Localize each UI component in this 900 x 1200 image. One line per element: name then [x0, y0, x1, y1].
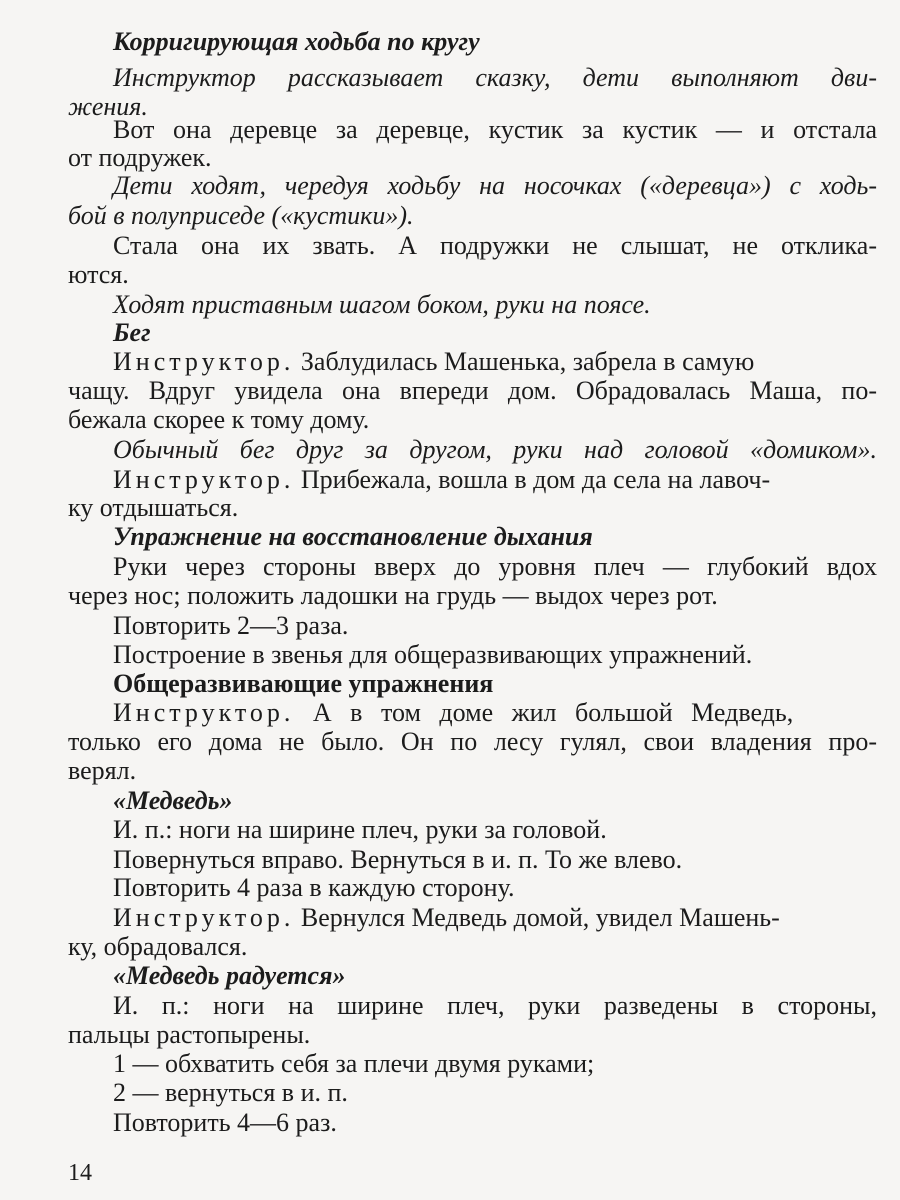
story-text — [68, 347, 877, 377]
story-text — [68, 903, 877, 933]
story-text: Вот она деревце за деревце, кустик за кустик — и отстала — [113, 115, 877, 144]
story-text — [68, 698, 877, 728]
page-number: 14 — [68, 1160, 92, 1186]
story-text: ются. — [68, 260, 129, 289]
story-text: чащу. Вдруг увидела она впереди дом. Обрадовалась Маша, по- — [68, 376, 877, 405]
exercise-text: Повторить 4—6 раз. — [113, 1108, 337, 1137]
story-text: бежала скорее к тому дому. — [68, 405, 370, 434]
exercise-text: Руки через стороны вверх до уровня плеч — глубокий вдох — [113, 552, 877, 581]
instruction-text: бой в полуприседе («кустики»). — [68, 201, 414, 230]
speaker-label: Инструктор. — [113, 698, 295, 727]
story-text: ку, обрадовался. — [68, 932, 248, 961]
exercise-text: Повернуться вправо. Вернуться в и. п. То же влево. — [113, 845, 683, 874]
story-text: от подружек. — [68, 143, 212, 172]
heading-bear: «Медведь» — [113, 786, 233, 815]
exercise-text: И. п.: ноги на ширине плеч, руки разведены в стороны, — [113, 991, 877, 1020]
speech-text: А в том доме жил большой Медведь, — [294, 698, 794, 727]
speech-text: Вернулся Медведь домой, увидел Машень- — [294, 903, 780, 932]
story-text: верял. — [68, 756, 137, 785]
heading-corrective-walking: Корригирующая ходьба по кругу — [113, 27, 480, 56]
exercise-text: И. п.: ноги на ширине плеч, руки за головой. — [113, 815, 607, 844]
story-text: ку отдышаться. — [68, 493, 239, 522]
exercise-text: пальцы растопырены. — [68, 1020, 311, 1049]
exercise-text: Повторить 4 раза в каждую сторону. — [113, 873, 515, 902]
exercise-text: через нос; положить ладошки на грудь — выдох через рот. — [68, 581, 718, 610]
exercise-text: Повторить 2—3 раза. — [113, 611, 349, 640]
instruction-text: Ходят приставным шагом боком, руки на поясе. — [113, 290, 651, 319]
speech-text: Заблудилась Машенька, забрела в самую — [294, 347, 755, 376]
instruction-text: Дети ходят, чередуя ходьбу на носочках («деревца») с ходь- — [113, 171, 877, 200]
speaker-label: Инструктор. — [113, 903, 295, 932]
instruction-text: Обычный бег друг за другом, руки над головой «домиком». — [113, 435, 877, 464]
story-text: только его дома не было. Он по лесу гулял, свои владения про- — [68, 727, 877, 756]
speaker-label: Инструктор. — [113, 465, 295, 494]
heading-general-exercises: Общеразвивающие упражнения — [113, 669, 494, 698]
exercise-text: Построение в звенья для общеразвивающих упражнений. — [113, 640, 753, 669]
instruction-text: жения. — [68, 92, 148, 121]
heading-bear-rejoices: «Медведь радуется» — [113, 961, 346, 990]
exercise-step: 2 — вернуться в и. п. — [113, 1078, 348, 1107]
story-text: Стала она их звать. А подружки не слышат, не отклика- — [113, 231, 877, 260]
exercise-step: 1 — обхватить себя за плечи двумя руками; — [113, 1049, 595, 1078]
speech-text: Прибежала, вошла в дом да села на лавоч- — [294, 465, 771, 494]
instruction-text: Инструктор рассказывает сказку, дети выполняют дви- — [113, 63, 877, 92]
story-text — [68, 465, 877, 495]
speaker-label: Инструктор. — [113, 347, 295, 376]
heading-breathing: Упражнение на восстановление дыхания — [113, 522, 593, 551]
heading-running: Бег — [113, 318, 151, 347]
